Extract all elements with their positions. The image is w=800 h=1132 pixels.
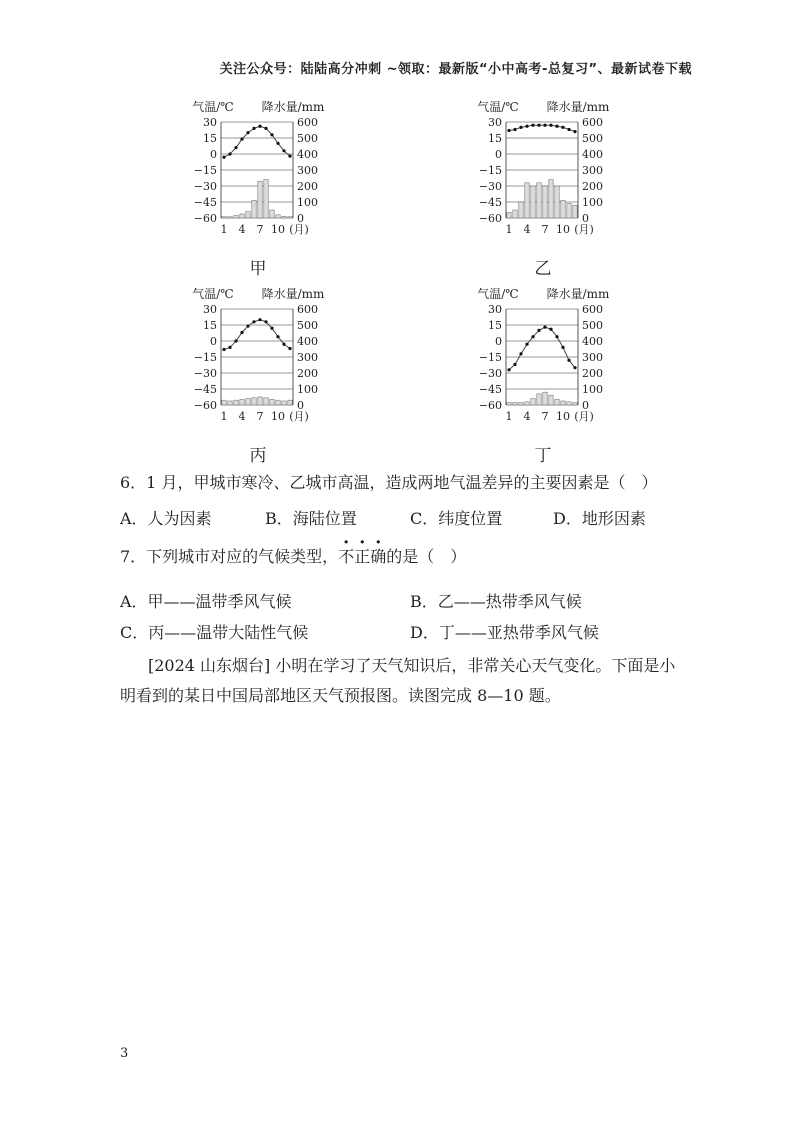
intro-line-1: [2024 山东烟台] 小明在学习了天气知识后，非常关心天气变化。下面是小 — [148, 656, 676, 675]
temp-point — [252, 320, 255, 323]
temp-point — [567, 128, 570, 131]
temp-point — [258, 318, 261, 321]
temp-point — [240, 331, 243, 334]
month-tick-label: 7 — [541, 410, 549, 423]
question-7 — [120, 547, 466, 567]
precip-bar — [276, 215, 280, 218]
temp-tick-label: −30 — [193, 367, 217, 380]
precip-bar — [507, 403, 511, 405]
month-tick-label: 7 — [541, 223, 549, 236]
precip-tick-label: 300 — [582, 351, 603, 364]
month-tick-label: 4 — [238, 223, 246, 236]
precip-bar — [513, 210, 517, 218]
month-tick-label: 1 — [220, 410, 228, 423]
precip-bar — [252, 200, 256, 218]
precip-bar — [513, 403, 517, 405]
precip-bar — [549, 180, 553, 218]
precip-bar — [531, 399, 535, 405]
temp-point — [531, 124, 534, 127]
x-axis-unit: (月) — [289, 223, 309, 236]
precip-bar — [519, 202, 523, 218]
temp-point — [543, 124, 546, 127]
question-6: 6．1 月，甲城市寒冷、乙城市高温，造成两地气温差异的主要因素是（ ） — [120, 473, 658, 492]
month-tick-label: 10 — [271, 223, 285, 236]
precip-bar — [288, 217, 292, 218]
precip-tick-label: 0 — [297, 399, 304, 412]
precip-tick-label: 100 — [297, 383, 318, 396]
chart-svg-bing — [175, 287, 425, 427]
precip-bar — [561, 401, 565, 405]
temp-line — [509, 327, 575, 370]
precip-bar — [228, 217, 232, 218]
precip-tick-label: 200 — [297, 180, 318, 193]
temp-tick-label: −30 — [193, 180, 217, 193]
temp-point — [555, 125, 558, 128]
precip-tick-label: 300 — [582, 164, 603, 177]
chart-label-bing: 丙 — [249, 446, 267, 466]
precip-bar — [282, 216, 286, 218]
precip-bar — [246, 212, 250, 218]
precip-tick-label: 100 — [582, 383, 603, 396]
temp-point — [507, 129, 510, 132]
temp-tick-label: 15 — [203, 319, 217, 332]
temp-tick-label: −30 — [478, 180, 502, 193]
temp-tick-label: −15 — [478, 351, 502, 364]
precip-bar — [549, 395, 553, 405]
temp-tick-label: 30 — [488, 116, 502, 129]
temp-point — [525, 343, 528, 346]
temp-point — [531, 335, 534, 338]
precip-bar — [537, 394, 541, 405]
temp-line — [509, 125, 575, 131]
precip-bar — [567, 402, 571, 405]
temp-point — [525, 125, 528, 128]
precip-bar — [567, 204, 571, 218]
temp-line — [224, 320, 290, 350]
temp-tick-label: 30 — [203, 116, 217, 129]
y-axis-title-right: 降水量/mm — [261, 287, 325, 301]
month-tick-label: 1 — [505, 223, 513, 236]
temp-tick-label: 15 — [488, 132, 502, 145]
temp-tick-label: −15 — [193, 164, 217, 177]
temp-point — [246, 324, 249, 327]
precip-tick-label: 200 — [582, 180, 603, 193]
chart-label-yi: 乙 — [534, 259, 552, 279]
temp-tick-label: −45 — [478, 383, 502, 396]
temp-point — [222, 156, 225, 159]
temp-tick-label: 0 — [495, 148, 502, 161]
x-axis-unit: (月) — [574, 223, 594, 236]
precip-bar — [234, 400, 238, 405]
temp-point — [234, 339, 237, 342]
temp-point — [513, 363, 516, 366]
temp-point — [222, 348, 225, 351]
temp-tick-label: 30 — [203, 303, 217, 316]
temp-point — [264, 127, 267, 130]
temp-tick-label: −60 — [193, 212, 217, 225]
precip-bar — [258, 397, 262, 405]
precip-tick-label: 400 — [582, 148, 603, 161]
temp-point — [276, 335, 279, 338]
y-axis-title-left: 气温/℃ — [192, 100, 234, 114]
month-tick-label: 1 — [505, 410, 513, 423]
month-tick-label: 7 — [256, 223, 264, 236]
temp-point — [519, 126, 522, 129]
precip-tick-label: 0 — [582, 399, 589, 412]
q6-option-b[interactable]: B．海陆位置 — [265, 509, 357, 528]
page-header: 关注公众号：陆陆高分冲刺 ~领取：最新版“小中高考-总复习”、最新试卷下载 — [219, 62, 692, 77]
temp-point — [288, 155, 291, 158]
precip-tick-label: 200 — [297, 367, 318, 380]
precip-tick-label: 0 — [582, 212, 589, 225]
month-tick-label: 10 — [556, 223, 570, 236]
precip-tick-label: 100 — [297, 196, 318, 209]
temp-point — [264, 320, 267, 323]
precip-tick-label: 500 — [582, 319, 603, 332]
temp-point — [228, 152, 231, 155]
precip-tick-label: 0 — [297, 212, 304, 225]
y-axis-title-right: 降水量/mm — [546, 100, 610, 114]
precip-bar — [282, 401, 286, 405]
temp-point — [567, 359, 570, 362]
x-axis-unit: (月) — [574, 410, 594, 423]
precip-bar — [246, 399, 250, 405]
precip-bar — [537, 183, 541, 218]
precip-bar — [240, 399, 244, 405]
y-axis-title-left: 气温/℃ — [477, 100, 519, 114]
precip-bar — [525, 402, 529, 405]
temp-tick-label: 0 — [495, 335, 502, 348]
temp-tick-label: −60 — [478, 212, 502, 225]
chart-svg-jia — [175, 100, 425, 240]
precip-bar — [561, 200, 565, 218]
q6-option-c[interactable]: C．纬度位置 — [410, 509, 503, 528]
temp-tick-label: −30 — [478, 367, 502, 380]
temp-point — [228, 346, 231, 349]
temp-point — [573, 366, 576, 369]
temp-point — [270, 327, 273, 330]
temp-point — [288, 347, 291, 350]
intro-line-2: 明看到的某日中国局部地区天气预报图。读图完成 8—10 题。 — [120, 686, 561, 705]
temp-tick-label: −15 — [478, 164, 502, 177]
q7-option-c[interactable]: C．丙——温带大陆性气候 — [120, 623, 309, 642]
precip-bar — [531, 186, 535, 218]
q6-option-d[interactable]: D．地形因素 — [553, 509, 646, 528]
temp-tick-label: 30 — [488, 303, 502, 316]
precip-bar — [270, 399, 274, 405]
precip-tick-label: 400 — [297, 148, 318, 161]
month-tick-label: 10 — [556, 410, 570, 423]
q7-option-b[interactable]: B．乙——热带季风气候 — [410, 592, 582, 611]
temp-point — [234, 146, 237, 149]
precip-tick-label: 400 — [297, 335, 318, 348]
temp-point — [537, 329, 540, 332]
temp-point — [282, 343, 285, 346]
precip-bar — [264, 180, 268, 218]
y-axis-title-right: 降水量/mm — [261, 100, 325, 114]
temp-point — [276, 142, 279, 145]
climate-chart-yi — [460, 100, 710, 240]
precip-bar — [288, 400, 292, 405]
precip-tick-label: 300 — [297, 351, 318, 364]
precip-bar — [555, 186, 559, 218]
precip-bar — [276, 400, 280, 405]
q6-option-a[interactable]: A．人为因素 — [120, 509, 212, 528]
temp-tick-label: 0 — [210, 148, 217, 161]
q7-text-before: 7．下列城市对应的气候类型， — [120, 547, 339, 566]
precip-tick-label: 600 — [297, 303, 318, 316]
temp-line — [224, 126, 290, 157]
temp-tick-label: −15 — [193, 351, 217, 364]
month-tick-label: 7 — [256, 410, 264, 423]
q7-emphasis-char: 不 — [338, 547, 355, 566]
temp-point — [252, 127, 255, 130]
month-tick-label: 10 — [271, 410, 285, 423]
precip-tick-label: 200 — [582, 367, 603, 380]
precip-bar — [555, 399, 559, 405]
climate-chart-jia — [175, 100, 425, 240]
temp-tick-label: 15 — [488, 319, 502, 332]
precip-bar — [222, 217, 226, 218]
temp-point — [543, 326, 546, 329]
q7-text-after: 的是（ ） — [386, 547, 467, 566]
temp-point — [270, 133, 273, 136]
q7-emphasis-char: 正 — [354, 547, 371, 566]
temp-tick-label: −45 — [193, 196, 217, 209]
q7-option-a[interactable]: A．甲——温带季风气候 — [120, 592, 292, 611]
precip-bar — [573, 403, 577, 405]
precip-bar — [252, 398, 256, 405]
temp-point — [282, 149, 285, 152]
temp-point — [549, 328, 552, 331]
precip-bar — [543, 186, 547, 218]
temp-point — [537, 124, 540, 127]
y-axis-title-left: 气温/℃ — [477, 287, 519, 301]
temp-point — [573, 130, 576, 133]
precip-bar — [270, 210, 274, 218]
precip-tick-label: 100 — [582, 196, 603, 209]
precip-bar — [240, 214, 244, 218]
climate-chart-bing — [175, 287, 425, 427]
precip-tick-label: 600 — [582, 116, 603, 129]
precip-bar — [228, 401, 232, 405]
precip-bar — [264, 398, 268, 405]
month-tick-label: 4 — [238, 410, 246, 423]
temp-point — [561, 346, 564, 349]
temp-point — [507, 368, 510, 371]
precip-tick-label: 400 — [582, 335, 603, 348]
temp-tick-label: 15 — [203, 132, 217, 145]
precip-bar — [234, 216, 238, 218]
month-tick-label: 4 — [523, 410, 531, 423]
precip-tick-label: 600 — [582, 303, 603, 316]
precip-tick-label: 500 — [297, 319, 318, 332]
precip-bar — [258, 181, 262, 218]
temp-point — [561, 126, 564, 129]
temp-tick-label: −45 — [193, 383, 217, 396]
temp-tick-label: −60 — [193, 399, 217, 412]
temp-tick-label: −60 — [478, 399, 502, 412]
precip-tick-label: 500 — [297, 132, 318, 145]
temp-point — [555, 335, 558, 338]
precip-bar — [519, 403, 523, 405]
x-axis-unit: (月) — [289, 410, 309, 423]
precip-bar — [507, 212, 511, 218]
temp-point — [519, 352, 522, 355]
month-tick-label: 1 — [220, 223, 228, 236]
precip-bar — [543, 392, 547, 405]
y-axis-title-right: 降水量/mm — [546, 287, 610, 301]
chart-label-jia: 甲 — [249, 259, 267, 279]
q7-emphasis-char: 确 — [370, 547, 387, 566]
precip-tick-label: 500 — [582, 132, 603, 145]
temp-point — [246, 131, 249, 134]
chart-svg-ding — [460, 287, 710, 427]
page-number: 3 — [120, 1046, 129, 1061]
precip-tick-label: 600 — [297, 116, 318, 129]
temp-point — [258, 125, 261, 128]
precip-bar — [525, 183, 529, 218]
temp-point — [513, 128, 516, 131]
month-tick-label: 4 — [523, 223, 531, 236]
precip-bar — [222, 400, 226, 405]
chart-label-ding: 丁 — [534, 446, 552, 466]
q7-option-d[interactable]: D．丁——亚热带季风气候 — [410, 623, 599, 642]
precip-tick-label: 300 — [297, 164, 318, 177]
precip-bar — [573, 205, 577, 218]
chart-svg-yi — [460, 100, 710, 240]
temp-tick-label: 0 — [210, 335, 217, 348]
temp-point — [549, 124, 552, 127]
y-axis-title-left: 气温/℃ — [192, 287, 234, 301]
temp-point — [240, 137, 243, 140]
temp-tick-label: −45 — [478, 196, 502, 209]
climate-chart-ding — [460, 287, 710, 427]
